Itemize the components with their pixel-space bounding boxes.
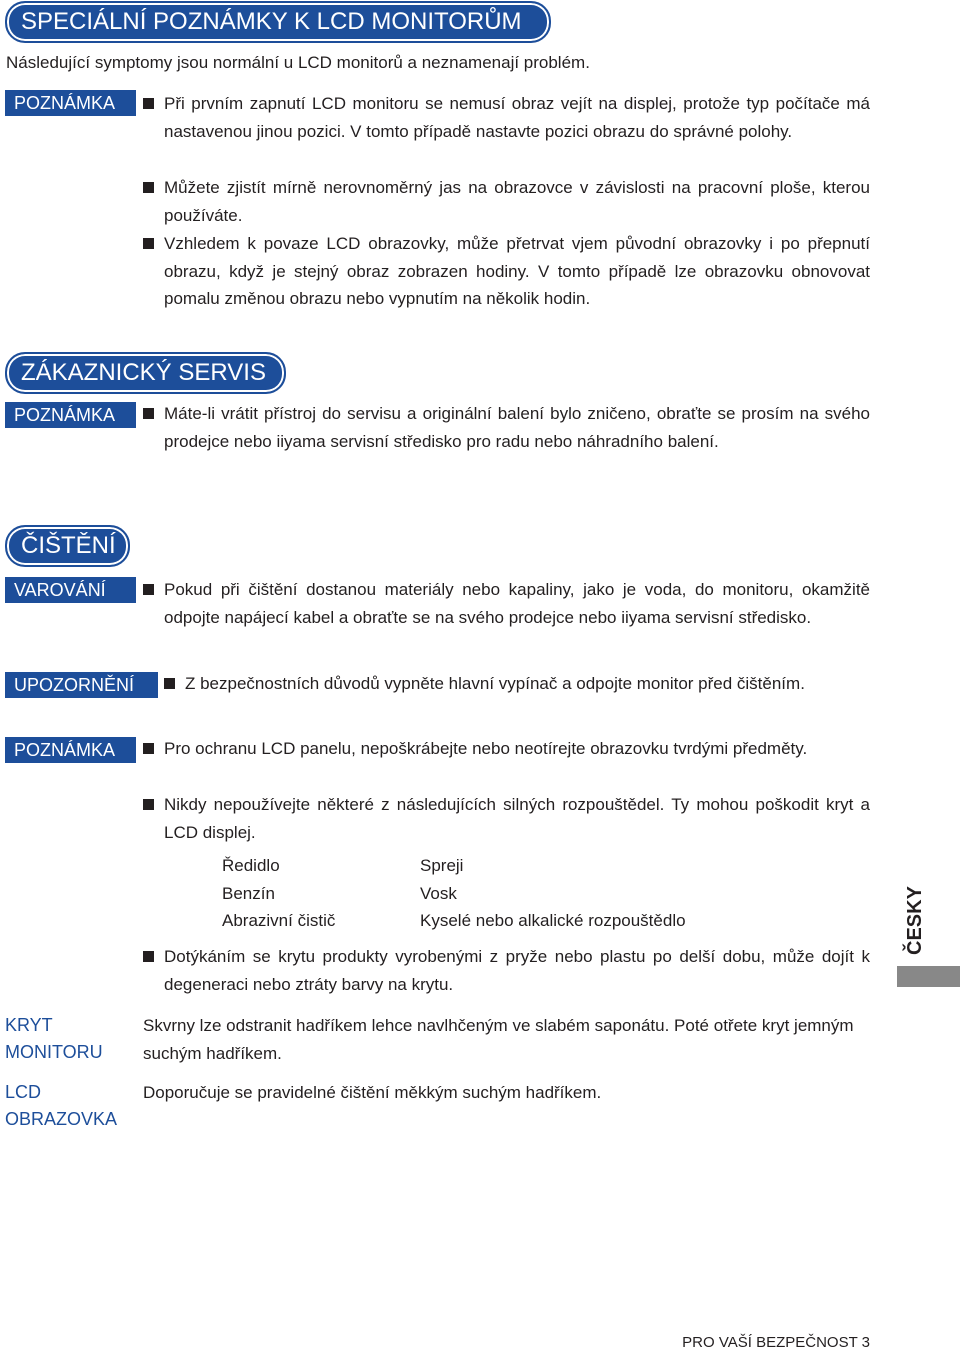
bullet-item: Vzhledem k povaze LCD obrazovky, může přetrvat vjem původní obrazovky i po přepnutí obrazu, když je stejný obraz zobrazen hodiny. V tomto případě lze obrazovku obnovovat pomalu změnou obrazu nebo vypnutím na několik hodin. xyxy=(164,230,870,313)
solvent-item: Kyselé nebo alkalické rozpouštědlo xyxy=(420,911,686,930)
solvent-item: Benzín xyxy=(222,884,275,903)
lcd-label: LCD OBRAZOVKA xyxy=(5,1082,118,1129)
warning-tag: VAROVÁNÍ xyxy=(5,577,136,603)
bullet-square-icon xyxy=(143,951,154,962)
note-tag: POZNÁMKA xyxy=(5,402,136,428)
solvent-item: Spreji xyxy=(420,856,464,875)
cabinet-text: Skvrny lze odstranit hadříkem lehce navlhčeným ve slabém saponátu. Poté otřete kryt jemným suchým hadříkem. xyxy=(143,1016,854,1063)
bullet-square-icon xyxy=(143,584,154,595)
solvent-item: Abrazivní čistič xyxy=(222,911,336,930)
footer-label: PRO VAŠÍ BEZPEČNOST xyxy=(682,1334,858,1351)
caution-tag: UPOZORNĚNÍ xyxy=(5,672,158,698)
section-title-special-notes: SPECIÁLNÍ POZNÁMKY K LCD MONITORŮM xyxy=(5,1,551,43)
bullet-item: Při prvním zapnutí LCD monitoru se nemusí obraz vejít na displej, protože typ počítače má nastavenou jinou pozici. V tomto případě nastavte pozici obrazu do správné polohy. xyxy=(164,90,870,145)
bullet-item: Dotýkáním se krytu produkty vyrobenými z pryže nebo plastu po delší dobu, může dojít k degeneraci nebo ztráty barvy na krytu. xyxy=(164,943,870,998)
bullet-square-icon xyxy=(143,799,154,810)
note-tag: POZNÁMKA xyxy=(5,737,136,763)
bullet-square-icon xyxy=(143,408,154,419)
section-title-cleaning: ČIŠTĚNÍ xyxy=(5,525,130,567)
page-footer xyxy=(682,1333,870,1353)
warning-bullet: Pokud při čištění dostanou materiály nebo kapaliny, jako je voda, do monitoru, okamžitě odpojte napájecí kabel a obraťte se na svého prodejce nebo iiyama servisní středisko. xyxy=(164,576,870,631)
language-tab-bar xyxy=(897,966,960,987)
bullet-square-icon xyxy=(143,743,154,754)
solvent-item: Ředidlo xyxy=(222,856,280,875)
section-title-customer-service: ZÁKAZNICKÝ SERVIS xyxy=(5,352,286,394)
cabinet-label: KRYT MONITORU xyxy=(5,1015,103,1062)
bullet-square-icon xyxy=(143,238,154,249)
bullet-item: Můžete zjistít mírně nerovnoměrný jas na obrazovce v závislosti na pracovní ploše, kterou používáte. xyxy=(164,174,870,229)
bullet-square-icon xyxy=(164,678,175,689)
intro-text: Následující symptomy jsou normální u LCD monitorů a neznamenají problém. xyxy=(6,53,590,72)
caution-bullet: Z bezpečnostních důvodů vypněte hlavní vypínač a odpojte monitor před čištěním. xyxy=(185,670,870,698)
solvent-item: Vosk xyxy=(420,884,457,903)
language-tab-label: ČESKY xyxy=(904,886,926,955)
page-number: 3 xyxy=(861,1334,870,1351)
bullet-item: Nikdy nepoužívejte některé z následujících silných rozpouštědel. Ty mohou poškodit kryt a LCD displej. xyxy=(164,791,870,846)
bullet-square-icon xyxy=(143,98,154,109)
bullet-item: Máte-li vrátit přístroj do servisu a originální balení bylo zničeno, obraťte se prosím na svého prodejce nebo iiyama servisní středisko pro radu nebo náhradního balení. xyxy=(164,400,870,455)
note-tag: POZNÁMKA xyxy=(5,90,136,116)
bullet-square-icon xyxy=(143,182,154,193)
lcd-text: Doporučuje se pravidelné čištění měkkým suchým hadříkem. xyxy=(143,1083,602,1102)
bullet-item: Pro ochranu LCD panelu, nepoškrábejte nebo neotírejte obrazovku tvrdými předměty. xyxy=(164,735,870,763)
